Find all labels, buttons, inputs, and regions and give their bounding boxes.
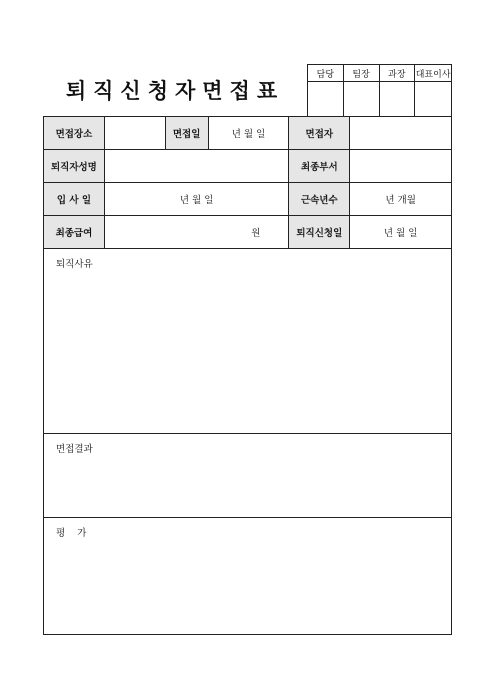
label-resignation-date: 퇴직신청일 (289, 216, 350, 249)
field-applicant-name[interactable] (104, 150, 289, 183)
field-years-of-service[interactable]: 년 개월 (350, 183, 452, 216)
field-resignation-date[interactable]: 년 월 일 (350, 216, 452, 249)
label-last-salary: 최종급여 (44, 216, 105, 249)
approval-header-ceo: 대표이사 (415, 65, 452, 82)
label-evaluation: 평 가 (56, 528, 87, 539)
label-result: 면접결과 (56, 444, 93, 455)
field-last-department[interactable] (350, 150, 452, 183)
label-join-date: 입 사 일 (44, 183, 105, 216)
label-last-department: 최종부서 (289, 150, 350, 183)
section-evaluation[interactable] (44, 518, 452, 635)
salary-unit: 원 (251, 228, 261, 239)
approval-header-staff: 담당 (308, 65, 344, 82)
field-interview-place[interactable] (104, 117, 165, 150)
interview-form-table (43, 116, 452, 635)
label-interview-place: 면접장소 (44, 117, 105, 150)
approval-sign-manager[interactable] (379, 82, 415, 117)
label-applicant-name: 퇴직자성명 (44, 150, 105, 183)
approval-header-manager: 과장 (379, 65, 415, 82)
approval-header-team-lead: 팀장 (343, 65, 379, 82)
approval-sign-team-lead[interactable] (343, 82, 379, 117)
approval-box (307, 64, 452, 117)
label-interviewer: 면접자 (289, 117, 350, 150)
section-reason[interactable] (44, 249, 452, 434)
approval-sign-ceo[interactable] (415, 82, 452, 117)
label-years-of-service: 근속년수 (289, 183, 350, 216)
approval-sign-staff[interactable] (308, 82, 344, 117)
field-interviewer[interactable] (350, 117, 452, 150)
field-join-date[interactable]: 년 월 일 (104, 183, 289, 216)
field-last-salary[interactable] (104, 216, 289, 249)
label-reason: 퇴직사유 (56, 259, 93, 270)
form-title: 퇴직신청자면접표 (65, 79, 285, 103)
field-interview-date[interactable]: 년 월 일 (208, 117, 289, 150)
section-result[interactable] (44, 434, 452, 518)
label-interview-date: 면접일 (165, 117, 208, 150)
